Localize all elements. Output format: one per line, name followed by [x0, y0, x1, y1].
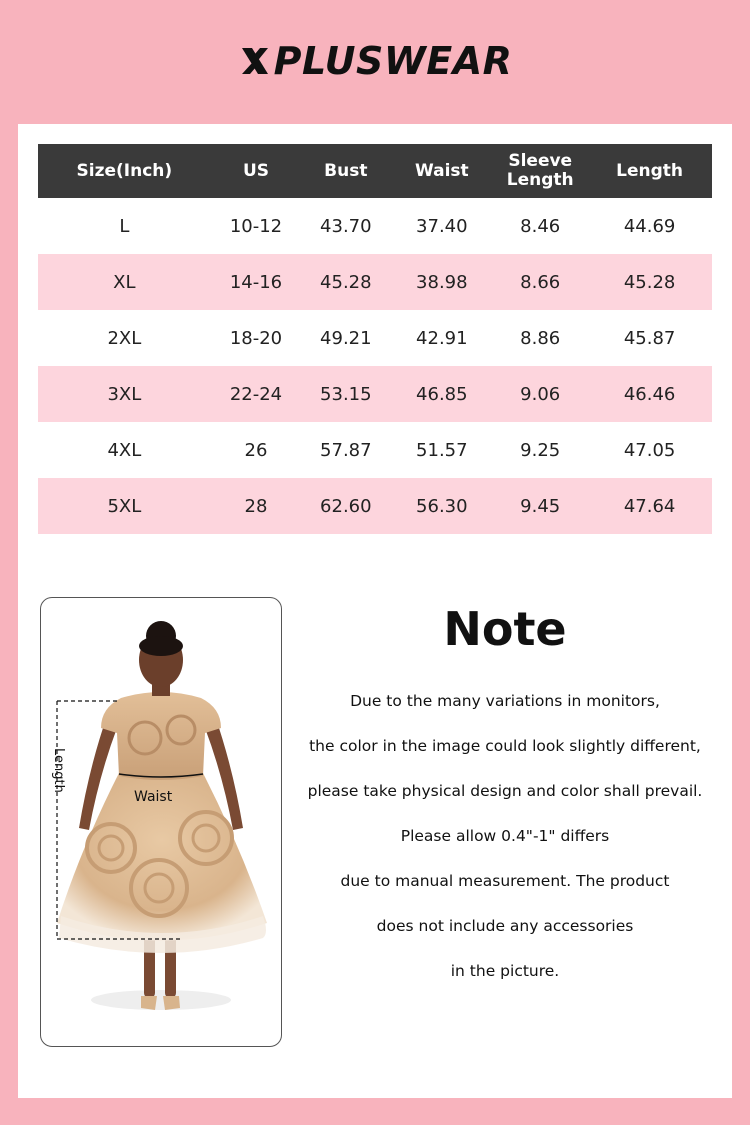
header-us: US	[211, 144, 302, 198]
size-chart-header-row	[38, 144, 712, 198]
cell-bust: 43.70	[320, 215, 372, 237]
note-line: does not include any accessories	[376, 917, 634, 935]
waist-label: Waist	[134, 789, 173, 805]
cell-length: 46.46	[587, 366, 712, 422]
table-row	[38, 310, 712, 366]
note-line: the color in the image could look slightly different,	[309, 737, 701, 755]
x-letter-icon	[238, 44, 272, 78]
cell-length: 47.05	[623, 439, 676, 461]
cell-length: 45.28	[587, 254, 712, 310]
cell-waist: 56.30	[390, 478, 493, 534]
cell-waist: 46.85	[390, 366, 493, 422]
cell-sleeve-length: 8.86	[520, 327, 561, 349]
size-chart-table	[38, 144, 712, 534]
cell-size: 2XL	[107, 327, 142, 349]
cell-sleeve-length: 8.46	[520, 215, 561, 237]
cell-us: 18-20	[229, 327, 283, 349]
content-card	[18, 124, 732, 1098]
cell-waist: 51.57	[416, 439, 468, 461]
length-label: Length	[51, 748, 66, 793]
cell-bust: 53.15	[301, 366, 390, 422]
header-bust: Bust	[301, 144, 390, 198]
note-line: in the picture.	[450, 962, 560, 980]
table-row	[38, 422, 712, 478]
header-waist: Waist	[390, 144, 493, 198]
cell-waist: 38.98	[390, 254, 493, 310]
note-title: Note	[443, 602, 567, 656]
cell-length: 47.64	[587, 478, 712, 534]
cell-waist: 37.40	[416, 215, 468, 237]
brand-header	[0, 36, 750, 86]
cell-sleeve-length: 9.06	[493, 366, 587, 422]
header-length: Length	[587, 144, 712, 198]
note-line: Please allow 0.4"-1" differs	[400, 827, 610, 845]
cell-bust: 57.87	[320, 439, 372, 461]
cell-waist: 42.91	[416, 327, 468, 349]
cell-size: L	[119, 215, 130, 237]
brand-name: PLUSWEAR	[273, 39, 513, 83]
note-line: Due to the many variations in monitors,	[350, 692, 660, 710]
cell-us: 26	[244, 439, 268, 461]
table-row	[38, 366, 712, 422]
table-row	[38, 254, 712, 310]
cell-us: 10-12	[229, 215, 283, 237]
brand-logo	[238, 39, 513, 83]
cell-bust: 49.21	[320, 327, 372, 349]
cell-sleeve-length: 9.25	[520, 439, 561, 461]
note-body	[288, 684, 722, 999]
header-sleeve-length: Sleeve Length	[493, 144, 587, 198]
cell-size: 4XL	[107, 439, 142, 461]
header-size: Size(Inch)	[38, 144, 211, 198]
cell-bust: 62.60	[301, 478, 390, 534]
cell-length: 45.87	[623, 327, 676, 349]
model-photo	[40, 597, 282, 1047]
note-line: due to manual measurement. The product	[340, 872, 670, 890]
cell-bust: 45.28	[301, 254, 390, 310]
cell-sleeve-length: 9.45	[493, 478, 587, 534]
cell-size: 5XL	[38, 478, 211, 534]
cell-sleeve-length: 8.66	[493, 254, 587, 310]
cell-length: 44.69	[623, 215, 676, 237]
note-line: please take physical design and color shall prevail.	[307, 782, 703, 800]
table-row	[38, 478, 712, 534]
cell-us: 22-24	[211, 366, 302, 422]
cell-size: 3XL	[38, 366, 211, 422]
cell-us: 28	[211, 478, 302, 534]
model-illustration	[41, 598, 281, 1046]
table-row	[38, 198, 712, 254]
cell-us: 14-16	[211, 254, 302, 310]
cell-size: XL	[38, 254, 211, 310]
